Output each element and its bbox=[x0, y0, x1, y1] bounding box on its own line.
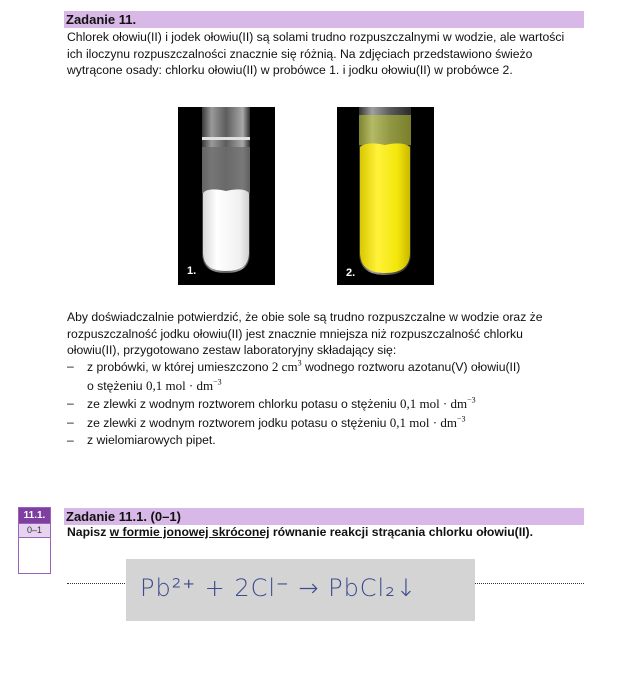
para-line: Aby doświadczalnie potwierdzić, że obie sole są trudno rozpuszczalne w wodzie oraz że bbox=[67, 310, 543, 324]
setup-paragraph bbox=[67, 309, 587, 359]
subtask-instruction: Napisz w formie jonowej skróconej równanie reakcji strącania chlorku ołowiu(II). bbox=[67, 525, 533, 539]
item-text: z wielomiarowych pipet. bbox=[87, 433, 216, 447]
concentration-value: 0,1 mol · $dm^{-3}$ bbox=[389, 414, 466, 430]
item-text: z probówki, w której umieszczono bbox=[87, 360, 272, 374]
intro-line: ich iloczynu rozpuszczalności znacznie się różnią. Na zdjęciach przedstawiono świeżo bbox=[67, 46, 533, 61]
concentration-value: 0,1 mol · $dm^{-3}$ bbox=[399, 395, 476, 411]
list-dash: – bbox=[67, 433, 74, 447]
subtask-points: 0–1 bbox=[19, 523, 50, 538]
list-dash: – bbox=[67, 359, 74, 373]
list-item bbox=[67, 432, 597, 450]
list-item bbox=[67, 358, 597, 377]
task-header-bar bbox=[64, 11, 584, 28]
subtask-title: Zadanie 11.1. (0–1) bbox=[66, 509, 181, 524]
intro-line: Chlorek ołowiu(II) i jodek ołowiu(II) są solami trudno rozpuszczalnymi w wodzie, ale wartości bbox=[67, 30, 565, 44]
answer-line-right bbox=[475, 583, 584, 584]
photo-tube-1 bbox=[178, 107, 275, 285]
item-text: wodnego roztworu azotanu(V) ołowiu(II) bbox=[301, 360, 521, 374]
list-item-continuation bbox=[67, 377, 597, 396]
para-line: ołowiu(II), przygotowano zestaw laboratoryjny składający się: bbox=[67, 343, 397, 357]
equipment-list bbox=[67, 358, 597, 450]
test-tube-yellow-precipitate bbox=[337, 107, 434, 285]
concentration-value: 0,1 mol · $dm^{-3}$ bbox=[145, 377, 222, 393]
task-intro bbox=[67, 29, 587, 79]
item-text: o stężeniu bbox=[87, 378, 146, 393]
task-title: Zadanie 11. bbox=[66, 12, 137, 27]
subtask-number: 11.1. bbox=[19, 508, 50, 523]
item-text: ze zlewki z wodnym roztworem chlorku potasu o stężeniu bbox=[87, 397, 400, 411]
list-item bbox=[67, 414, 597, 433]
instruction-underlined: w formie jonowej skróconej bbox=[109, 525, 270, 539]
handwritten-answer: Pb²⁺ + 2Cl⁻ → PbCl₂↓ bbox=[140, 574, 417, 602]
subtask-score-box bbox=[18, 507, 51, 574]
tube-1-label: 1. bbox=[187, 265, 197, 277]
handwritten-answer-image bbox=[126, 559, 475, 621]
volume-value: 2 $cm^3$ bbox=[271, 358, 302, 374]
photo-tube-2 bbox=[337, 107, 434, 285]
list-dash: – bbox=[67, 414, 74, 429]
list-dash: – bbox=[67, 396, 74, 410]
item-text: ze zlewki z wodnym roztworem jodku potasu o stężeniu bbox=[87, 415, 390, 430]
para-line: rozpuszczalność jodku ołowiu(II) jest znacznie mniejsza niż rozpuszczalność chlorku bbox=[67, 326, 523, 341]
test-tube-white-precipitate bbox=[178, 107, 275, 285]
subtask-header-bar bbox=[64, 508, 584, 525]
list-item bbox=[67, 395, 597, 414]
tube-2-label: 2. bbox=[346, 267, 356, 279]
intro-line: wytrącone osady: chlorku ołowiu(II) w probówce 1. i jodku ołowiu(II) w probówce 2. bbox=[67, 63, 513, 77]
answer-line-left bbox=[67, 583, 127, 584]
